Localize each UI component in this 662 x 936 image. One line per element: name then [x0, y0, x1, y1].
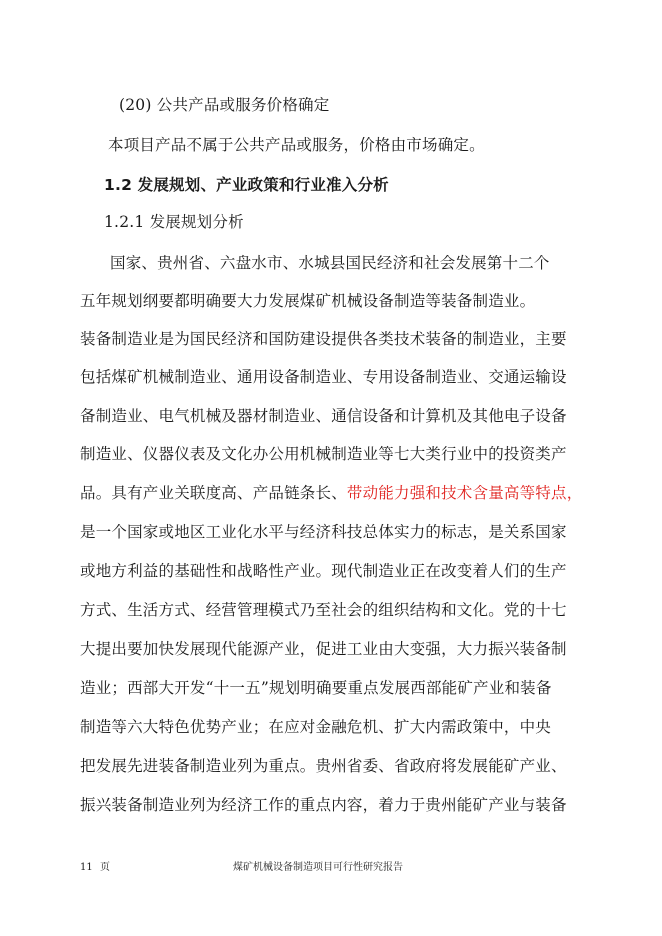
- paragraph-line-4: 包括煤矿机械制造业、通用设备制造业、专用设备制造业、交通运输设: [80, 368, 567, 386]
- paragraph-line-10: 方式、生活方式、经营管理模式乃至社会的组织结构和文化。党的十七: [80, 601, 567, 619]
- footer-document-title: 煤矿机械设备制造项目可行性研究报告: [233, 862, 403, 873]
- footer-page-number: 11: [80, 862, 93, 873]
- paragraph-line-14: 把发展先进装备制造业列为重点。贵州省委、省政府将发展能矿产业、: [80, 757, 567, 775]
- paragraph-line-3: 装备制造业是为国民经济和国防建设提供各类技术装备的制造业，主要: [80, 330, 567, 348]
- highlighted-red-text: 带动能力强和技术含量高等特点，: [346, 484, 583, 502]
- section-item-20: (20) 公共产品或服务价格确定: [119, 96, 330, 114]
- paragraph-line-6: 制造业、仪器仪表及文化办公用机械制造业等七大类行业中的投资类产: [80, 445, 567, 463]
- paragraph-line-1: 国家、贵州省、六盘水市、水城县国民经济和社会发展第十二个: [110, 254, 550, 272]
- paragraph-line-13: 制造等六大特色优势产业；在应对金融危机、扩大内需政策中，中央: [80, 718, 552, 736]
- paragraph-line-7-text: 品。具有产业关联度高、产品链条长、: [80, 484, 347, 502]
- paragraph-line-2: 五年规划纲要都明确要大力发展煤矿机械设备制造等装备制造业。: [80, 292, 536, 310]
- paragraph-line-12: 造业；西部大开发“十一五”规划明确要重点发展西部能矿产业和装备: [80, 679, 552, 697]
- paragraph-line-5: 备制造业、电气机械及器材制造业、通信设备和计算机及其他电子设备: [80, 407, 567, 425]
- paragraph-line-9: 或地方利益的基础性和战略性产业。现代制造业正在改变着人们的生产: [80, 562, 567, 580]
- section-item-20-text: 本项目产品不属于公共产品或服务，价格由市场确定。: [108, 136, 485, 154]
- paragraph-line-15: 振兴装备制造业列为经济工作的重点内容，着力于贵州能矿产业与装备: [80, 796, 567, 814]
- paragraph-line-7: [80, 483, 582, 503]
- heading-1-2-1: 1.2.1 发展规划分析: [104, 213, 244, 231]
- paragraph-line-11: 大提出要加快发展现代能源产业，促进工业由大变强，大力振兴装备制: [80, 640, 567, 658]
- heading-1-2: 1.2 发展规划、产业政策和行业准入分析: [104, 176, 389, 194]
- footer-page-label: 页: [100, 862, 110, 873]
- paragraph-line-8: 是一个国家或地区工业化水平与经济科技总体实力的标志，是关系国家: [80, 523, 567, 541]
